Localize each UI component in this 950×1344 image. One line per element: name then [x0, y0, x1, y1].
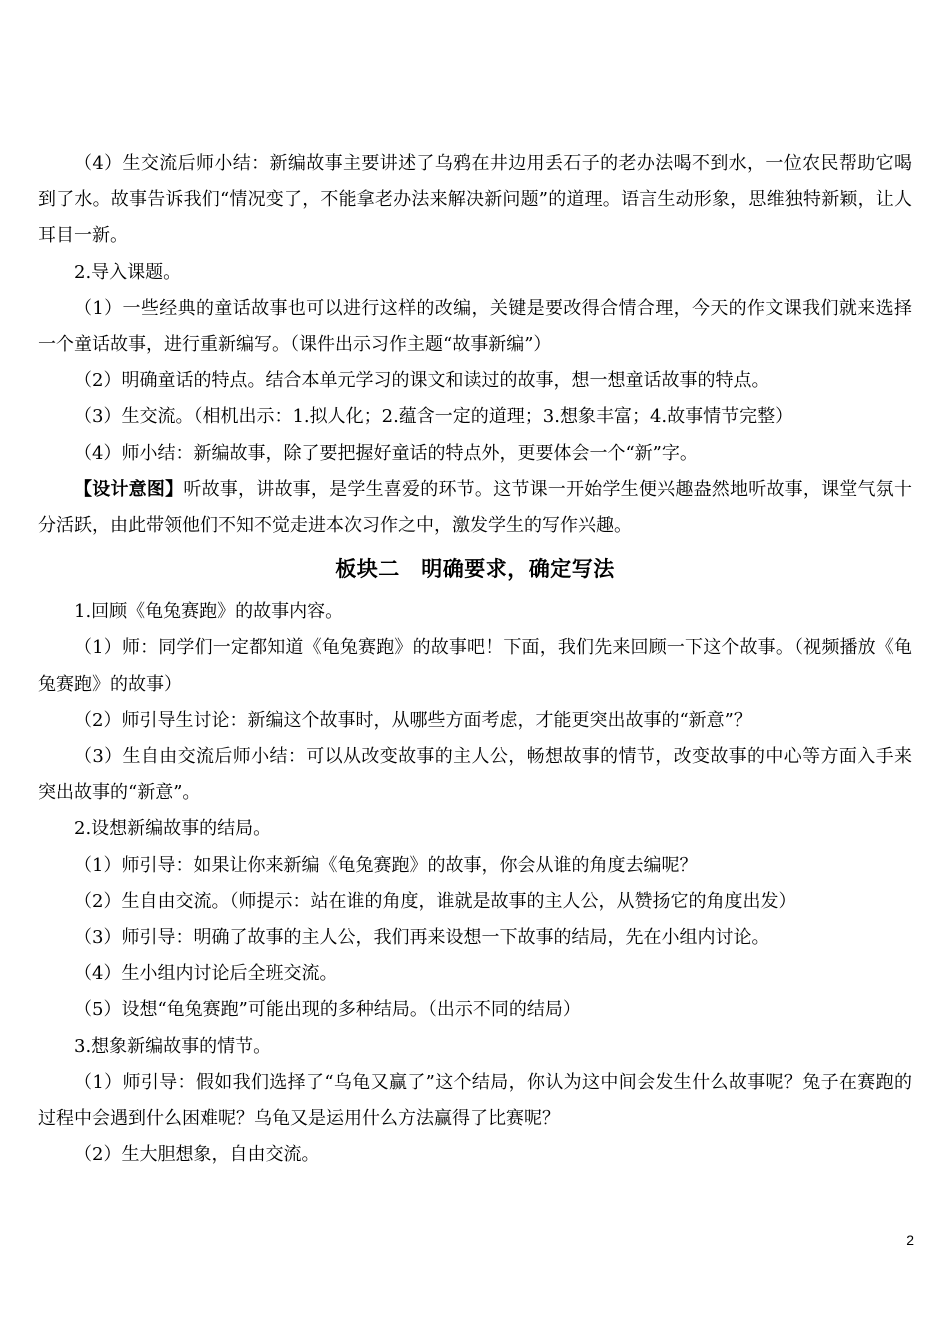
- design-intent-text: 听故事，讲故事，是学生喜爱的环节。这节课一开始学生便兴趣盎然地听故事，课堂气氛十分活跃，由此带领他们不知不觉走进本次习作之中，激发学生的写作兴趣。: [38, 478, 913, 537]
- paragraph-multiple-endings: （5）设想“龟兔赛跑”可能出现的多种结局。（出示不同的结局）: [74, 999, 581, 1021]
- paragraph-free-exchange: （2）生自由交流。（师提示：站在谁的角度，谁就是故事的主人公，从赞扬它的角度出发）: [74, 890, 797, 912]
- paragraph-imagine-ending: 2.设想新编故事的结局。: [74, 818, 272, 840]
- design-intent-label: 【设计意图】: [74, 478, 184, 500]
- paragraph-bold-imagination: （2）生大胆想象，自由交流。: [74, 1144, 320, 1166]
- paragraph-turtle-wins-again: （1）师引导：假如我们选择了“乌龟又赢了”这个结局，你认为这中间会发生什么故事呢？兔子在赛跑的过程中会遇到什么困难呢？乌龟又是运用什么方法赢得了比赛呢？: [38, 1071, 912, 1130]
- page-content: [38, 146, 912, 1173]
- paragraph-discussion-summary: （3）生自由交流后师小结：可以从改变故事的主人公，畅想故事的情节，改变故事的中心等方面入手来突出故事的“新意”。: [38, 746, 912, 804]
- design-intent: [38, 472, 912, 544]
- paragraph-group-discussion: （3）师引导：明确了故事的主人公，我们再来设想一下故事的结局，先在小组内讨论。: [74, 927, 770, 949]
- page-number: 2: [906, 1232, 914, 1248]
- paragraph-review-story: 1.回顾《龟兔赛跑》的故事内容。: [74, 601, 344, 623]
- paragraph-teacher-video: （1）师：同学们一定都知道《龟兔赛跑》的故事吧！下面，我们先来回顾一下这个故事。（视频播放《龟兔赛跑》的故事）: [38, 637, 912, 695]
- paragraph-student-exchange: （3）生交流。（相机出示：1.拟人化；2.蕴含一定的道理；3.想象丰富；4.故事情节完整）: [74, 406, 794, 428]
- paragraph-adapt-fairy-tale: （1）一些经典的童话故事也可以进行这样的改编，关键是要改得合情合理，今天的作文课我们就来选择一个童话故事，进行重新编写。（课件出示习作主题“故事新编”）: [38, 297, 912, 356]
- paragraph-discussion-prompt: （2）师引导生讨论：新编这个故事时，从哪些方面考虑，才能更突出故事的“新意”？: [74, 709, 752, 731]
- paragraph-teacher-summary: （4）师小结：新编故事，除了要把握好童话的特点外，更要体会一个“新”字。: [74, 442, 698, 464]
- paragraph-summary-crow-story: （4）生交流后师小结：新编故事主要讲述了乌鸦在井边用丢石子的老办法喝不到水，一位农民帮助它喝到了水。故事告诉我们“情况变了，不能拿老办法来解决新问题”的道理。语言生动形象，思维独特新颖，让人耳目一新。: [38, 153, 912, 247]
- section-heading: 板块二 明确要求，确定写法: [335, 557, 615, 582]
- paragraph-fairy-tale-features: （2）明确童话的特点。结合本单元学习的课文和读过的故事，想一想童话故事的特点。: [74, 370, 770, 392]
- paragraph-whose-perspective: （1）师引导：如果让你来新编《龟兔赛跑》的故事，你会从谁的角度去编呢？: [74, 854, 698, 876]
- paragraph-introduce-topic: 2.导入课题。: [74, 261, 182, 283]
- paragraph-class-exchange: （4）生小组内讨论后全班交流。: [74, 963, 338, 985]
- paragraph-imagine-plot: 3.想象新编故事的情节。: [74, 1035, 272, 1057]
